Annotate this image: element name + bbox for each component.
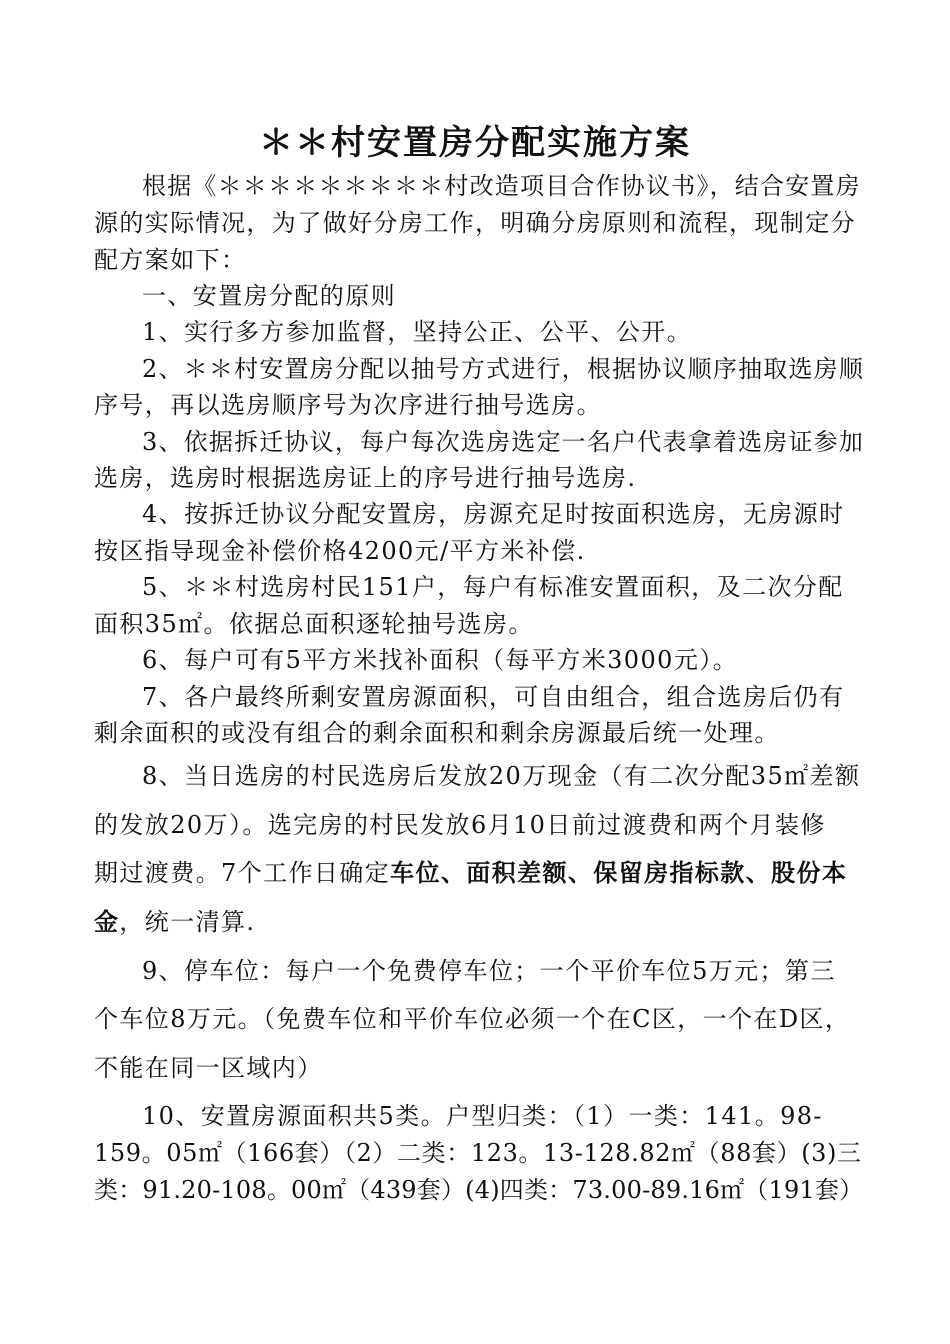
paragraph-line: 6、每户可有5平方米找补面积（每平方米3000元）。: [142, 646, 739, 674]
paragraph-line: 剩余面积的或没有组合的剩余面积和剩余房源最后统一处理。: [94, 719, 780, 747]
paragraph-line: 序号，再以选房顺序号为次序进行抽号选房。: [94, 391, 602, 419]
paragraph-line: 10、安置房源面积共5类。户型归类：（1）一类：141。98-: [142, 1102, 823, 1130]
paragraph-line: 4、按拆迁协议分配安置房，房源充足时按面积选房，无房源时: [142, 500, 845, 528]
paragraph-line: 配方案如下：: [94, 246, 247, 274]
paragraph-line: 159。05㎡（166套）（2）二类：123。13-128.82㎡（88套）(3)三: [94, 1139, 862, 1167]
paragraph-line: 源的实际情况，为了做好分房工作，明确分房原则和流程，现制定分: [94, 209, 856, 237]
paragraph-line: [94, 853, 864, 893]
paragraph-line: 1、实行多方参加监督，坚持公正、公平、公开。: [142, 318, 693, 346]
paragraph-line: 选房，选房时根据选房证上的序号进行抽号选房.: [94, 464, 637, 492]
paragraph-line: [94, 902, 864, 942]
paragraph-line: 根据《＊＊＊＊＊＊＊＊＊村改造项目合作协议书》，结合安置房: [142, 172, 861, 200]
paragraph-line: 5、＊＊村选房村民151户，每户有标准安置面积，及二次分配: [142, 573, 844, 601]
line-text: 期过渡费。7个工作日确定: [94, 859, 391, 887]
paragraph-line: 3、依据拆迁协议，每户每次选房选定一名户代表拿着选房证参加: [142, 428, 865, 456]
paragraph-line: 9、停车位：每户一个免费停车位；一个平价车位5万元；第三: [142, 957, 836, 985]
bold-emphasis: 车位、面积差额、保留房指标款、股份本: [390, 858, 848, 887]
paragraph-line: 7、各户最终所剩安置房源面积，可自由组合，组合选房后仍有: [142, 683, 845, 711]
section-heading: 一、安置房分配的原则: [142, 282, 396, 310]
paragraph-line: 面积35㎡。依据总面积逐轮抽号选房。: [94, 610, 534, 638]
line-text: ，统一清算.: [119, 908, 256, 936]
bold-emphasis: 金: [94, 907, 120, 936]
paragraph-line: 的发放20万）。选完房的村民发放6月10日前过渡费和两个月装修: [94, 811, 826, 839]
paragraph-line: 不能在同一区域内）: [94, 1054, 323, 1082]
document-title: ＊＊村安置房分配实施方案: [259, 123, 691, 163]
paragraph-line: 8、当日选房的村民选房后发放20万现金（有二次分配35㎡差额: [142, 762, 861, 790]
paragraph-line: 类：91.20-108。00㎡（439套）(4)四类：73.00-89.16㎡（191套）: [94, 1176, 864, 1204]
paragraph-line: 个车位8万元。（免费车位和平价车位必须一个在C区，一个在D区，: [94, 1005, 851, 1033]
paragraph-line: 2、＊＊村安置房分配以抽号方式进行，根据协议顺序抽取选房顺: [142, 355, 865, 383]
paragraph-line: 按区指导现金补偿价格4200元/平方米补偿.: [94, 537, 586, 565]
